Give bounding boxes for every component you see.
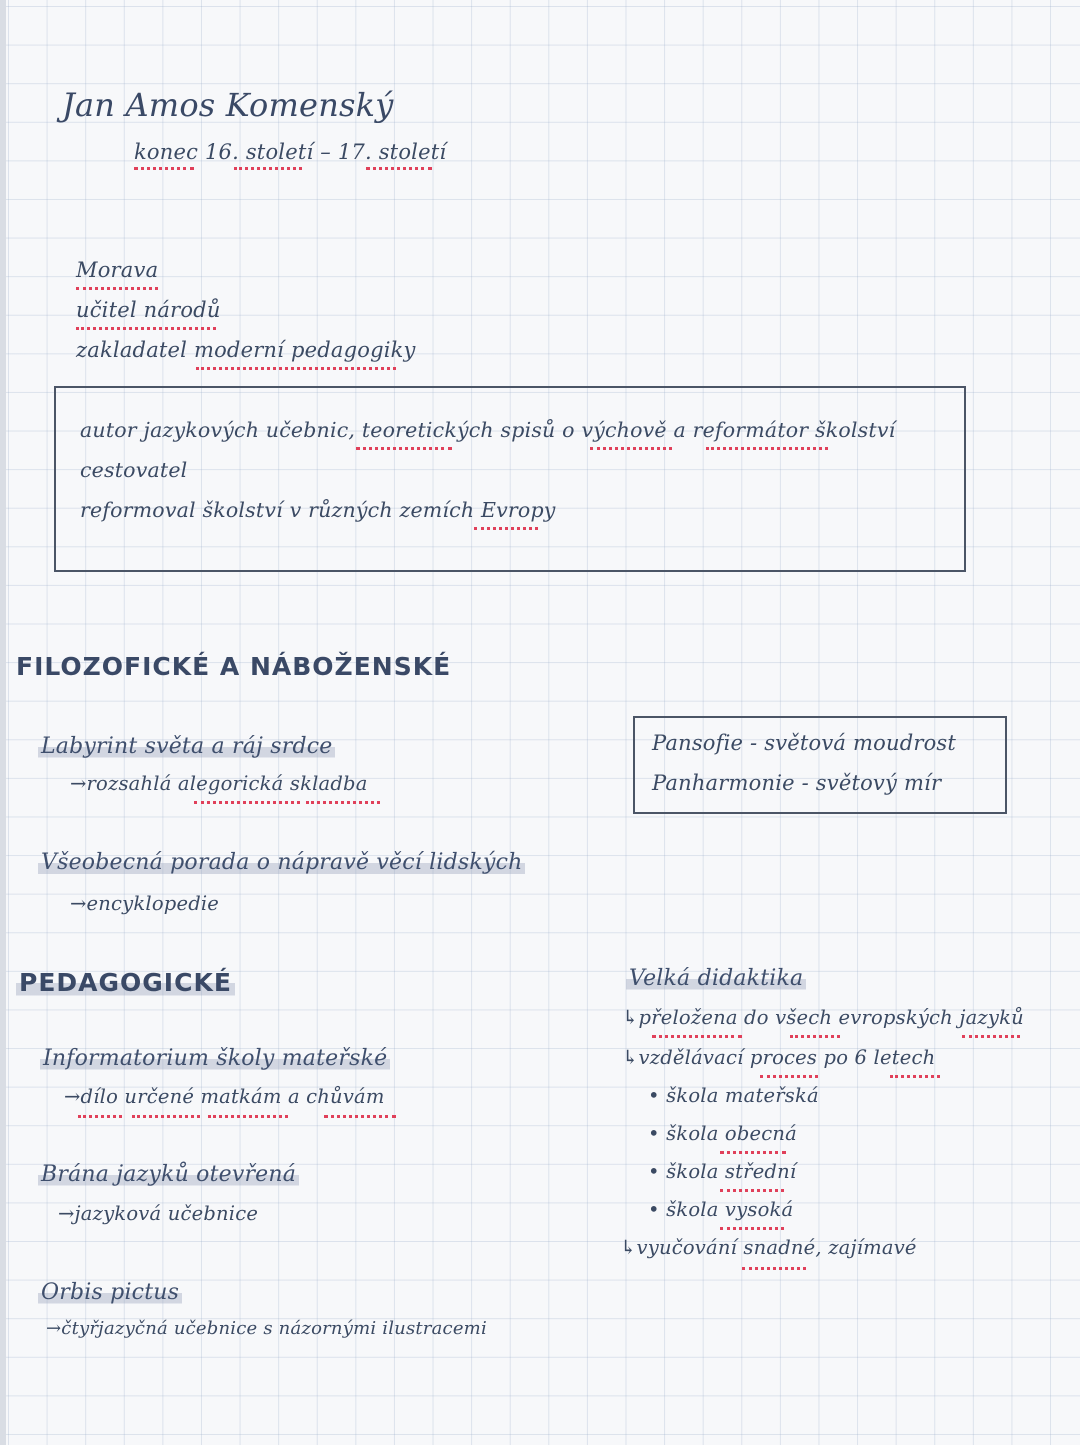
period-underline-1	[134, 166, 194, 170]
info-underline	[474, 526, 538, 530]
didactica-underline	[790, 1034, 840, 1038]
pansophy-line: Panharmonie - světový mír	[652, 771, 942, 795]
bio-underline	[196, 366, 396, 370]
period-underline-3	[366, 166, 432, 170]
school-underline	[720, 1226, 784, 1230]
period-line: konec 16. století – 17. století	[134, 140, 447, 164]
note-underline	[306, 800, 380, 804]
work-title: Informatorium školy mateřské	[40, 1046, 390, 1071]
info-line: cestovatel	[80, 458, 188, 482]
didactica-title: Velká didaktika	[626, 966, 806, 991]
school-underline	[720, 1188, 784, 1192]
note-underline	[208, 1114, 288, 1118]
school-item: • škola střední	[648, 1160, 797, 1183]
page-edge	[0, 0, 6, 1445]
info-underline	[356, 446, 452, 450]
work-note: →encyklopedie	[70, 892, 220, 915]
pansophy-line: Pansofie - světová moudrost	[652, 731, 957, 755]
work-note: →rozsahlá alegorická skladba	[70, 772, 368, 795]
note-underline	[78, 1114, 122, 1118]
didactica-point: ↳přeložena do všech evropských jazyků	[622, 1006, 1024, 1029]
bio-line: učitel národů	[76, 298, 221, 322]
info-underline	[706, 446, 828, 450]
didactica-underline	[652, 1034, 742, 1038]
school-item: • škola vysoká	[648, 1198, 794, 1221]
note-underline	[324, 1114, 396, 1118]
info-line: reformoval školství v různých zemích Evropy	[80, 498, 556, 522]
didactica-underline	[890, 1074, 940, 1078]
bio-line: zakladatel moderní pedagogiky	[76, 338, 416, 362]
page-title: Jan Amos Komenský	[62, 86, 394, 124]
didactica-underline	[962, 1034, 1020, 1038]
section-heading-pedagogical: PEDAGOGICKÉ	[16, 968, 235, 997]
work-title: Všeobecná porada o nápravě věcí lidských	[38, 850, 525, 875]
bio-underline	[76, 326, 216, 330]
work-note: →jazyková učebnice	[58, 1202, 259, 1225]
work-note: →čtyřjazyčná učebnice s názornými ilustracemi	[46, 1318, 487, 1339]
didactica-point: ↳vzdělávací proces po 6 letech	[622, 1046, 936, 1069]
note-underline	[194, 800, 300, 804]
school-item: • škola obecná	[648, 1122, 797, 1145]
info-box	[54, 386, 966, 572]
period-underline-2	[234, 166, 302, 170]
section-heading-philosophical: FILOZOFICKÉ A NÁBOŽENSKÉ	[16, 652, 452, 681]
info-underline	[590, 446, 672, 450]
school-item: • škola mateřská	[648, 1084, 819, 1107]
work-note: →dílo určené matkám a chůvám	[64, 1085, 385, 1108]
school-underline	[720, 1150, 786, 1154]
bio-underline	[76, 286, 158, 290]
didactica-point: ↳vyučování snadné, zajímavé	[620, 1236, 917, 1259]
work-title: Orbis pictus	[38, 1280, 182, 1305]
didactica-underline	[742, 1266, 806, 1270]
bio-line: Morava	[76, 258, 159, 282]
note-underline	[132, 1114, 200, 1118]
work-title: Brána jazyků otevřená	[38, 1162, 299, 1187]
info-line: autor jazykových učebnic, teoretických spisů o výchově a reformátor školství	[80, 418, 896, 442]
work-title: Labyrint světa a ráj srdce	[38, 734, 335, 759]
didactica-underline	[760, 1074, 818, 1078]
